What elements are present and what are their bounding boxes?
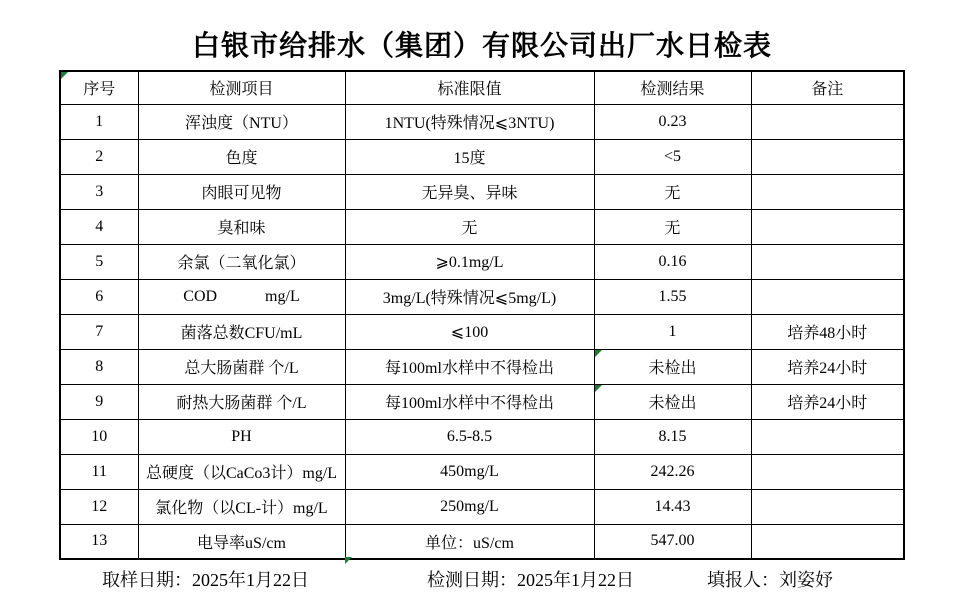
cell-standard: 250mg/L <box>345 489 594 524</box>
test-date-label: 检测日期：2025年1月22日 <box>427 570 634 590</box>
table-header-row <box>60 71 904 104</box>
table-row <box>60 139 904 174</box>
column-header: 检测项目 <box>138 71 345 104</box>
cell-standard: 每100ml水样中不得检出 <box>345 349 594 384</box>
inspection-table <box>59 70 905 560</box>
table-row <box>60 279 904 314</box>
cell-remark <box>751 209 904 244</box>
cell-no: 5 <box>60 244 138 279</box>
table-row <box>60 314 904 349</box>
cell-remark <box>751 174 904 209</box>
cell-remark: 培养24小时 <box>751 349 904 384</box>
cell-result: <5 <box>594 139 751 174</box>
table-row <box>60 244 904 279</box>
cell-remark <box>751 419 904 454</box>
cell-result: 8.15 <box>594 419 751 454</box>
cell-item: 氯化物（以CL-计）mg/L <box>138 489 345 524</box>
cell-standard: 3mg/L(特殊情况⩽5mg/L) <box>345 279 594 314</box>
column-header: 备注 <box>751 71 904 104</box>
cell-standard: 每100ml水样中不得检出 <box>345 384 594 419</box>
page-title: 白银市给排水（集团）有限公司出厂水日检表 <box>191 31 772 62</box>
cell-standard: 450mg/L <box>345 454 594 489</box>
cell-remark <box>751 139 904 174</box>
cell-result: 1.55 <box>594 279 751 314</box>
cell-no: 10 <box>60 419 138 454</box>
cell-remark <box>751 489 904 524</box>
column-header: 检测结果 <box>594 71 751 104</box>
cell-standard: 单位：uS/cm <box>345 524 594 559</box>
cell-no: 6 <box>60 279 138 314</box>
cell-result: 0.16 <box>594 244 751 279</box>
cell-standard: 无 <box>345 209 594 244</box>
table-row <box>60 174 904 209</box>
column-header: 序号 <box>60 71 138 104</box>
cell-no: 3 <box>60 174 138 209</box>
table-row <box>60 104 904 139</box>
table-row <box>60 524 904 559</box>
cell-remark <box>751 104 904 139</box>
cell-no: 4 <box>60 209 138 244</box>
cell-item: 色度 <box>138 139 345 174</box>
cell-item: 总硬度（以CaCo3计）mg/L <box>138 454 345 489</box>
cell-item: 余氯（二氧化氯） <box>138 244 345 279</box>
table-row <box>60 349 904 384</box>
cell-standard: ⩽100 <box>345 314 594 349</box>
cell-result: 1 <box>594 314 751 349</box>
cell-standard: 15度 <box>345 139 594 174</box>
table-row <box>60 209 904 244</box>
cell-remark <box>751 454 904 489</box>
cell-remark: 培养48小时 <box>751 314 904 349</box>
cell-result: 无 <box>594 174 751 209</box>
column-header: 标准限值 <box>345 71 594 104</box>
cell-no: 12 <box>60 489 138 524</box>
cell-result: 无 <box>594 209 751 244</box>
cell-item: 耐热大肠菌群 个/L <box>138 384 345 419</box>
cell-result: 0.23 <box>594 104 751 139</box>
cell-result: 未检出 <box>594 384 751 419</box>
cell-remark: 培养24小时 <box>751 384 904 419</box>
cell-item: 总大肠菌群 个/L <box>138 349 345 384</box>
cell-item: 电导率uS/cm <box>138 524 345 559</box>
cell-item: COD mg/L <box>138 279 345 314</box>
cell-flag-icon <box>345 557 352 564</box>
cell-result: 242.26 <box>594 454 751 489</box>
cell-no: 2 <box>60 139 138 174</box>
cell-no: 8 <box>60 349 138 384</box>
cell-no: 7 <box>60 314 138 349</box>
cell-standard: 6.5-8.5 <box>345 419 594 454</box>
table-body <box>60 104 904 559</box>
cell-no: 13 <box>60 524 138 559</box>
cell-standard: 无异臭、异味 <box>345 174 594 209</box>
cell-remark <box>751 524 904 559</box>
cell-result: 14.43 <box>594 489 751 524</box>
cell-no: 1 <box>60 104 138 139</box>
cell-item: 浑浊度（NTU） <box>138 104 345 139</box>
table-row <box>60 419 904 454</box>
cell-no: 11 <box>60 454 138 489</box>
cell-item: 臭和味 <box>138 209 345 244</box>
table-row <box>60 489 904 524</box>
cell-item: 菌落总数CFU/mL <box>138 314 345 349</box>
cell-standard: 1NTU(特殊情况⩽3NTU) <box>345 104 594 139</box>
table-row <box>60 454 904 489</box>
reporter-label: 填报人：刘姿妤 <box>707 570 833 590</box>
cell-remark <box>751 244 904 279</box>
cell-standard: ⩾0.1mg/L <box>345 244 594 279</box>
cell-result: 未检出 <box>594 349 751 384</box>
cell-result: 547.00 <box>594 524 751 559</box>
sample-date-label: 取样日期：2025年1月22日 <box>102 570 309 590</box>
cell-remark <box>751 279 904 314</box>
table-row <box>60 384 904 419</box>
cell-item: 肉眼可见物 <box>138 174 345 209</box>
cell-no: 9 <box>60 384 138 419</box>
cell-item: PH <box>138 419 345 454</box>
